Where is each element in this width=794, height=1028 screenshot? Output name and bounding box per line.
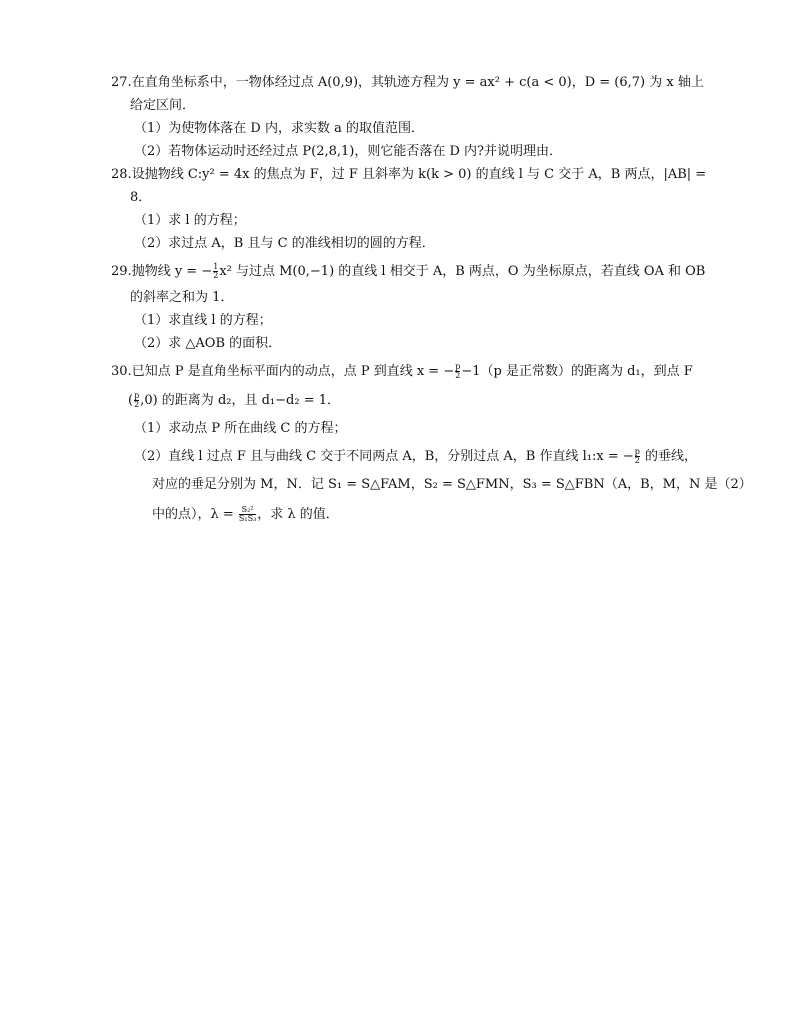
problem-28-part-1 <box>134 213 246 229</box>
problem-number: 28. <box>111 167 132 182</box>
sub-question: 中的点），λ = <box>152 507 238 522</box>
problem-text: 设抛物线 C:y² = 4x 的焦点为 F，过 F 且斜率为 k(k > 0) 的直线 l 与 C 交于 A，B 两点，|AB| = <box>131 167 707 182</box>
problem-text: 的斜率之和为 1． <box>130 290 234 305</box>
sub-question: （1）求直线 l 的方程； <box>134 313 272 328</box>
sub-question: （2）若物体运动时还经过点 P(2,8,1)，则它能否落在 D 内?并说明理由． <box>134 144 563 159</box>
problem-29-line-2 <box>130 290 233 306</box>
sub-question: （1）求动点 P 所在曲线 C 的方程； <box>134 421 347 436</box>
problem-29-line-1 <box>111 263 705 280</box>
problem-text: 8． <box>130 190 152 205</box>
problem-30-part-1 <box>134 421 347 437</box>
fraction-one-half: $\frac{1}{2}$ <box>213 262 219 280</box>
problem-number: 29. <box>111 264 132 279</box>
problem-text: 给定区间． <box>130 98 196 113</box>
problem-27-line-2 <box>130 98 195 114</box>
problem-text: ,0) 的距离为 d₂，且 d₁−d₂ = 1． <box>140 393 340 408</box>
problem-text: x² 与过点 M(0,−1) 的直线 l 相交于 A，B 两点，O 为坐标原点，若直线 OA 和 OB <box>219 264 706 279</box>
fraction-lambda: $\frac{\text{S₂²}}{\text{S₁S₃}}$ <box>238 505 257 523</box>
problem-30-part-2-line-2 <box>152 477 752 493</box>
fraction-p-over-2: $\frac{p}{2}$ <box>134 391 140 409</box>
problem-text: 在直角坐标系中，一物体经过点 A(0,9)，其轨迹方程为 y = ax² + c(a < 0)，D = (6,7) 为 x 轴上 <box>131 75 704 90</box>
problem-number: 27. <box>111 75 132 90</box>
problem-30-line-1 <box>111 363 693 380</box>
sub-question: 的垂线， <box>640 449 697 464</box>
problem-28-line-1 <box>111 167 706 183</box>
problem-28-line-2 <box>130 190 151 206</box>
problem-27-part-2 <box>134 144 562 160</box>
fraction-p-over-2: $\frac{p}{2}$ <box>455 362 461 380</box>
problem-number: 30. <box>111 364 132 379</box>
problem-27-line-1 <box>111 75 704 91</box>
sub-question: （2）直线 l 过点 F 且与曲线 C 交于不同两点 A，B，分别过点 A，B 作直线 l₁:x = − <box>134 449 634 464</box>
problem-28-part-2 <box>134 236 435 252</box>
problem-30-part-2-line-1 <box>134 448 697 465</box>
sub-question: （1）为使物体落在 D 内，求实数 a 的取值范围． <box>134 121 424 136</box>
problem-text: −1（p 是正常数）的距离为 d₁，到点 F <box>461 364 693 379</box>
problem-text: 抛物线 y = − <box>131 264 213 279</box>
problem-30-line-2: ( $\frac{p}{2}$ ,0) 的距离为 d₂，且 d₁−d₂ = 1． <box>128 391 340 409</box>
sub-question: ，求 λ 的值． <box>257 507 339 522</box>
problem-30-part-2-line-3 <box>152 506 339 523</box>
fraction-p-over-2: $\frac{p}{2}$ <box>634 447 640 465</box>
problem-27-part-1 <box>134 121 424 137</box>
sub-question: （2）求过点 A，B 且与 C 的准线相切的圆的方程． <box>134 236 435 251</box>
problem-29-part-2 <box>134 336 281 352</box>
sub-question: （2）求 △AOB 的面积． <box>134 336 282 351</box>
problem-text: 已知点 P 是直角坐标平面内的动点，点 P 到直线 x = − <box>131 364 455 379</box>
sub-question: 对应的垂足分别为 M，N．记 S₁ = S△FAM，S₂ = S△FMN，S₃ = S△FBN（A，B，M，N 是（2） <box>152 477 752 492</box>
sub-question: （1）求 l 的方程； <box>134 213 246 228</box>
problem-29-part-1 <box>134 313 272 329</box>
